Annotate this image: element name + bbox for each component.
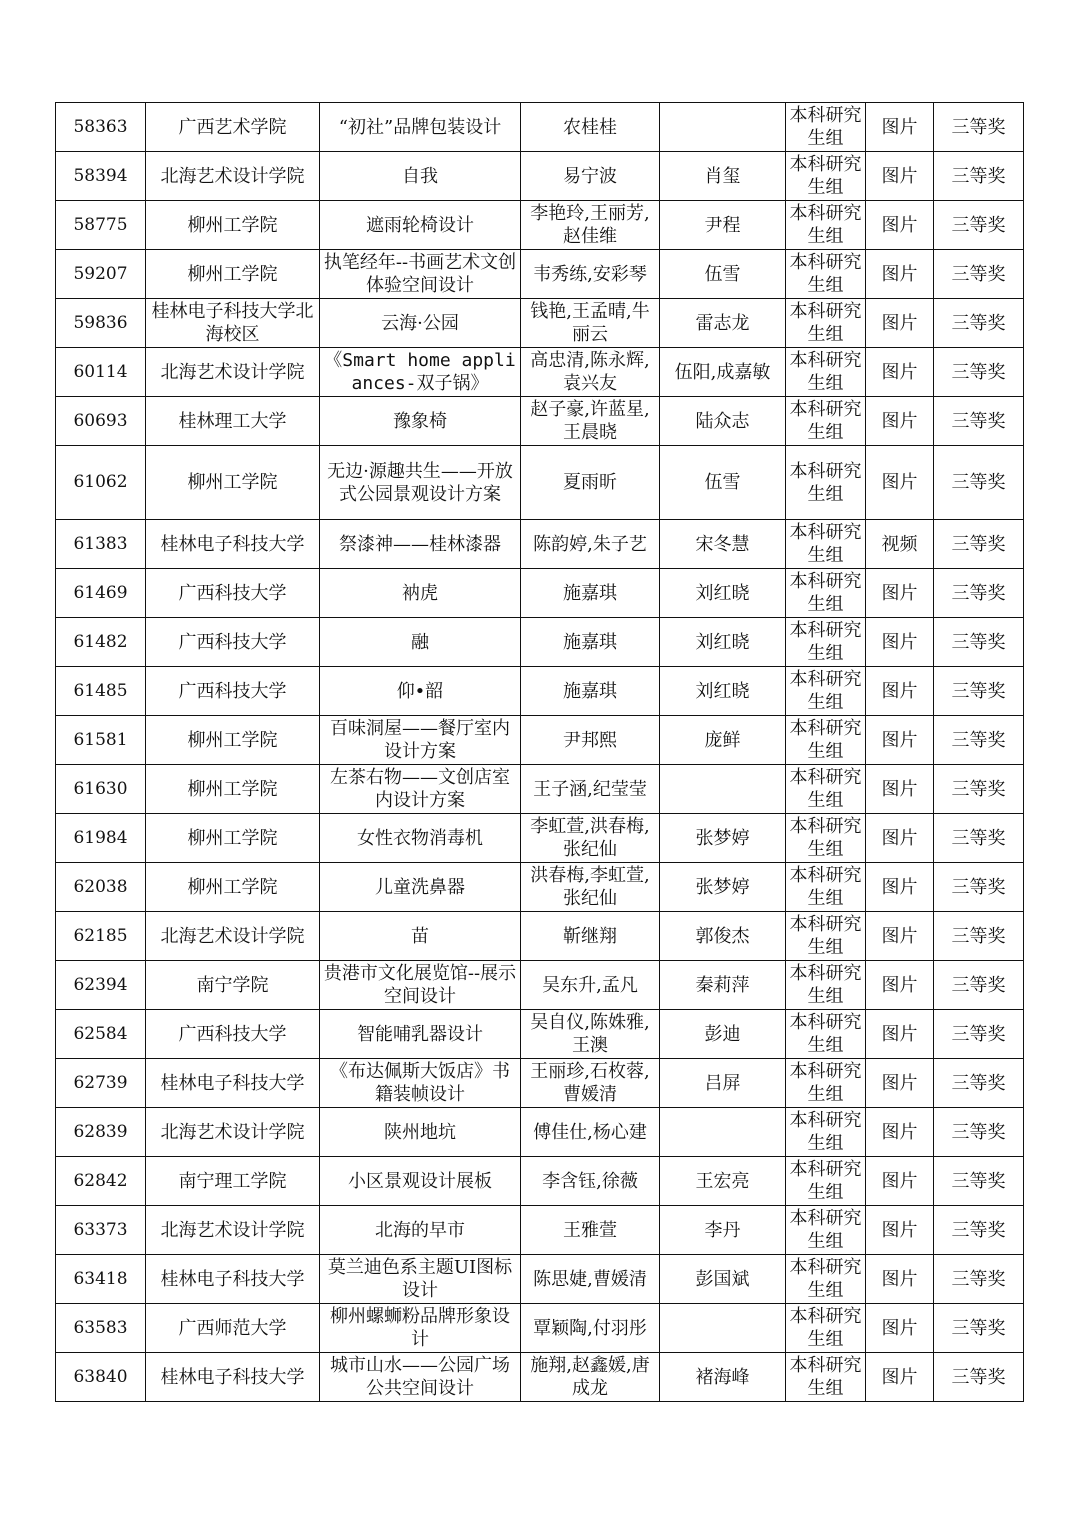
cell-id: 62842: [56, 1157, 146, 1206]
cell-school: 桂林电子科技大学: [146, 1059, 320, 1108]
cell-award: 三等奖: [934, 299, 1024, 348]
cell-authors: 洪春梅,李虹萱,张纪仙: [521, 863, 660, 912]
cell-advisor: 宋冬慧: [660, 520, 786, 569]
cell-title: 柳州螺蛳粉品牌形象设计: [320, 1304, 521, 1353]
cell-authors: 王雅萱: [521, 1206, 660, 1255]
cell-group: 本科研究生组: [786, 103, 866, 152]
cell-advisor: 吕屏: [660, 1059, 786, 1108]
cell-school: 北海艺术设计学院: [146, 1206, 320, 1255]
cell-title: 苗: [320, 912, 521, 961]
cell-advisor: 伍雪: [660, 250, 786, 299]
table-row: [56, 348, 1024, 397]
cell-authors: 王子涵,纪莹莹: [521, 765, 660, 814]
cell-id: 62038: [56, 863, 146, 912]
cell-type: 图片: [866, 618, 934, 667]
cell-id: 63583: [56, 1304, 146, 1353]
cell-school: 北海艺术设计学院: [146, 1108, 320, 1157]
table-row: [56, 446, 1024, 520]
cell-type: 图片: [866, 446, 934, 520]
cell-award: 三等奖: [934, 446, 1024, 520]
cell-type: 图片: [866, 299, 934, 348]
cell-award: 三等奖: [934, 667, 1024, 716]
cell-school: 北海艺术设计学院: [146, 348, 320, 397]
cell-group: 本科研究生组: [786, 863, 866, 912]
cell-title: 豫象椅: [320, 397, 521, 446]
cell-advisor: 庞鲜: [660, 716, 786, 765]
cell-authors: 王丽珍,石枚蓉,曹媛清: [521, 1059, 660, 1108]
cell-award: 三等奖: [934, 1353, 1024, 1402]
cell-award: 三等奖: [934, 1206, 1024, 1255]
cell-id: 58363: [56, 103, 146, 152]
cell-school: 柳州工学院: [146, 250, 320, 299]
cell-advisor: 王宏亮: [660, 1157, 786, 1206]
cell-award: 三等奖: [934, 348, 1024, 397]
cell-group: 本科研究生组: [786, 1353, 866, 1402]
cell-authors: 傅佳仕,杨心建: [521, 1108, 660, 1157]
cell-group: 本科研究生组: [786, 299, 866, 348]
cell-advisor: 彭国斌: [660, 1255, 786, 1304]
table-row: [56, 814, 1024, 863]
cell-title: 无边·源趣共生——开放式公园景观设计方案: [320, 446, 521, 520]
cell-advisor: 陆众志: [660, 397, 786, 446]
table-row: [56, 152, 1024, 201]
cell-group: 本科研究生组: [786, 1059, 866, 1108]
cell-id: 62584: [56, 1010, 146, 1059]
cell-school: 广西师范大学: [146, 1304, 320, 1353]
cell-award: 三等奖: [934, 1108, 1024, 1157]
cell-award: 三等奖: [934, 250, 1024, 299]
cell-advisor: 伍阳,成嘉敏: [660, 348, 786, 397]
table-row: [56, 1304, 1024, 1353]
table-row: [56, 912, 1024, 961]
cell-award: 三等奖: [934, 1157, 1024, 1206]
table-row: [56, 961, 1024, 1010]
cell-group: 本科研究生组: [786, 250, 866, 299]
cell-school: 广西艺术学院: [146, 103, 320, 152]
cell-school: 柳州工学院: [146, 863, 320, 912]
cell-group: 本科研究生组: [786, 1010, 866, 1059]
cell-id: 60693: [56, 397, 146, 446]
cell-authors: 施嘉琪: [521, 569, 660, 618]
table-row: [56, 1353, 1024, 1402]
cell-authors: 农桂桂: [521, 103, 660, 152]
cell-id: 59207: [56, 250, 146, 299]
cell-award: 三等奖: [934, 520, 1024, 569]
cell-type: 图片: [866, 250, 934, 299]
cell-advisor: 伍雪: [660, 446, 786, 520]
cell-authors: 靳继翔: [521, 912, 660, 961]
table-row: [56, 201, 1024, 250]
cell-award: 三等奖: [934, 397, 1024, 446]
cell-advisor: 郭俊杰: [660, 912, 786, 961]
cell-award: 三等奖: [934, 1304, 1024, 1353]
cell-title: 自我: [320, 152, 521, 201]
cell-id: 59836: [56, 299, 146, 348]
cell-id: 62739: [56, 1059, 146, 1108]
cell-type: 图片: [866, 1059, 934, 1108]
cell-authors: 施嘉琪: [521, 667, 660, 716]
cell-authors: 吴自仪,陈姝雅,王澳: [521, 1010, 660, 1059]
cell-award: 三等奖: [934, 716, 1024, 765]
cell-advisor: 刘红晓: [660, 618, 786, 667]
cell-id: 62185: [56, 912, 146, 961]
cell-title: 百味洞屋——餐厅室内设计方案: [320, 716, 521, 765]
cell-authors: 赵子豪,许蓝星,王晨晓: [521, 397, 660, 446]
cell-type: 图片: [866, 397, 934, 446]
table-row: [56, 716, 1024, 765]
cell-type: 图片: [866, 912, 934, 961]
cell-group: 本科研究生组: [786, 716, 866, 765]
cell-advisor: 张梦婷: [660, 863, 786, 912]
table-row: [56, 1157, 1024, 1206]
cell-authors: 李艳玲,王丽芳,赵佳维: [521, 201, 660, 250]
table-row: [56, 1010, 1024, 1059]
cell-award: 三等奖: [934, 765, 1024, 814]
cell-title: “初社”品牌包装设计: [320, 103, 521, 152]
cell-title: 北海的早市: [320, 1206, 521, 1255]
cell-award: 三等奖: [934, 814, 1024, 863]
cell-type: 图片: [866, 1108, 934, 1157]
cell-group: 本科研究生组: [786, 667, 866, 716]
cell-award: 三等奖: [934, 618, 1024, 667]
table-row: [56, 667, 1024, 716]
cell-award: 三等奖: [934, 912, 1024, 961]
cell-school: 桂林理工大学: [146, 397, 320, 446]
cell-advisor: 褚海峰: [660, 1353, 786, 1402]
cell-type: 图片: [866, 1206, 934, 1255]
cell-type: 图片: [866, 1157, 934, 1206]
cell-group: 本科研究生组: [786, 961, 866, 1010]
cell-group: 本科研究生组: [786, 765, 866, 814]
cell-authors: 李虹萱,洪春梅,张纪仙: [521, 814, 660, 863]
cell-id: 61581: [56, 716, 146, 765]
cell-advisor: 张梦婷: [660, 814, 786, 863]
cell-group: 本科研究生组: [786, 520, 866, 569]
cell-award: 三等奖: [934, 152, 1024, 201]
cell-award: 三等奖: [934, 1010, 1024, 1059]
cell-authors: 施嘉琪: [521, 618, 660, 667]
cell-advisor: 彭迪: [660, 1010, 786, 1059]
cell-title: 儿童洗鼻器: [320, 863, 521, 912]
cell-authors: 钱艳,王孟晴,牛丽云: [521, 299, 660, 348]
table-row: [56, 397, 1024, 446]
cell-id: 61062: [56, 446, 146, 520]
cell-authors: 易宁波: [521, 152, 660, 201]
cell-advisor: [660, 765, 786, 814]
cell-type: 图片: [866, 201, 934, 250]
cell-authors: 吴东升,孟凡: [521, 961, 660, 1010]
cell-type: 图片: [866, 569, 934, 618]
cell-advisor: 尹程: [660, 201, 786, 250]
cell-authors: 李含钰,徐薇: [521, 1157, 660, 1206]
cell-type: 图片: [866, 152, 934, 201]
cell-type: 图片: [866, 863, 934, 912]
cell-title: 城市山水——公园广场公共空间设计: [320, 1353, 521, 1402]
cell-advisor: 雷志龙: [660, 299, 786, 348]
cell-title: 智能哺乳器设计: [320, 1010, 521, 1059]
cell-group: 本科研究生组: [786, 1157, 866, 1206]
cell-id: 63418: [56, 1255, 146, 1304]
cell-id: 61485: [56, 667, 146, 716]
cell-school: 广西科技大学: [146, 1010, 320, 1059]
cell-id: 63373: [56, 1206, 146, 1255]
cell-school: 桂林电子科技大学北海校区: [146, 299, 320, 348]
cell-advisor: 刘红晓: [660, 667, 786, 716]
cell-advisor: [660, 1304, 786, 1353]
table-row: [56, 1255, 1024, 1304]
cell-group: 本科研究生组: [786, 397, 866, 446]
cell-award: 三等奖: [934, 103, 1024, 152]
cell-title: 融: [320, 618, 521, 667]
cell-authors: 陈韵婷,朱子艺: [521, 520, 660, 569]
cell-title: 遮雨轮椅设计: [320, 201, 521, 250]
cell-award: 三等奖: [934, 863, 1024, 912]
cell-title: 贵港市文化展览馆--展示空间设计: [320, 961, 521, 1010]
table-row: [56, 103, 1024, 152]
cell-type: 图片: [866, 348, 934, 397]
award-table: [55, 102, 1024, 1402]
cell-id: 61630: [56, 765, 146, 814]
table-row: [56, 1108, 1024, 1157]
cell-school: 广西科技大学: [146, 618, 320, 667]
cell-title: 《Smart home appliances-双子锅》: [320, 348, 521, 397]
cell-advisor: [660, 1108, 786, 1157]
cell-school: 桂林电子科技大学: [146, 1353, 320, 1402]
cell-title: 《布达佩斯大饭店》书籍装帧设计: [320, 1059, 521, 1108]
cell-id: 61482: [56, 618, 146, 667]
cell-type: 视频: [866, 520, 934, 569]
cell-authors: 覃颖陶,付羽彤: [521, 1304, 660, 1353]
cell-id: 63840: [56, 1353, 146, 1402]
cell-type: 图片: [866, 716, 934, 765]
table-row: [56, 520, 1024, 569]
cell-authors: 陈思婕,曹媛清: [521, 1255, 660, 1304]
cell-award: 三等奖: [934, 961, 1024, 1010]
cell-school: 柳州工学院: [146, 814, 320, 863]
cell-advisor: 秦莉萍: [660, 961, 786, 1010]
table-row: [56, 250, 1024, 299]
cell-group: 本科研究生组: [786, 1206, 866, 1255]
cell-school: 柳州工学院: [146, 446, 320, 520]
cell-id: 61383: [56, 520, 146, 569]
cell-authors: 高忠清,陈永辉,袁兴友: [521, 348, 660, 397]
cell-group: 本科研究生组: [786, 569, 866, 618]
cell-authors: 尹邦熙: [521, 716, 660, 765]
cell-title: 莫兰迪色系主题UI图标设计: [320, 1255, 521, 1304]
cell-school: 广西科技大学: [146, 667, 320, 716]
cell-title: 衲虎: [320, 569, 521, 618]
cell-type: 图片: [866, 1304, 934, 1353]
cell-group: 本科研究生组: [786, 1108, 866, 1157]
cell-title: 云海·公园: [320, 299, 521, 348]
cell-group: 本科研究生组: [786, 201, 866, 250]
cell-id: 60114: [56, 348, 146, 397]
cell-type: 图片: [866, 814, 934, 863]
cell-school: 桂林电子科技大学: [146, 520, 320, 569]
cell-type: 图片: [866, 1353, 934, 1402]
cell-advisor: [660, 103, 786, 152]
cell-title: 仰•韶: [320, 667, 521, 716]
cell-id: 61984: [56, 814, 146, 863]
table-row: [56, 618, 1024, 667]
table-row: [56, 863, 1024, 912]
cell-id: 58394: [56, 152, 146, 201]
cell-id: 62839: [56, 1108, 146, 1157]
cell-title: 女性衣物消毒机: [320, 814, 521, 863]
cell-award: 三等奖: [934, 201, 1024, 250]
cell-group: 本科研究生组: [786, 912, 866, 961]
cell-advisor: 李丹: [660, 1206, 786, 1255]
cell-award: 三等奖: [934, 569, 1024, 618]
cell-type: 图片: [866, 765, 934, 814]
table-row: [56, 1059, 1024, 1108]
cell-school: 柳州工学院: [146, 201, 320, 250]
cell-type: 图片: [866, 103, 934, 152]
cell-type: 图片: [866, 961, 934, 1010]
cell-title: 左茶右物——文创店室内设计方案: [320, 765, 521, 814]
cell-type: 图片: [866, 667, 934, 716]
cell-group: 本科研究生组: [786, 1255, 866, 1304]
cell-title: 执笔经年--书画艺术文创体验空间设计: [320, 250, 521, 299]
cell-school: 南宁理工学院: [146, 1157, 320, 1206]
cell-authors: 夏雨昕: [521, 446, 660, 520]
cell-id: 62394: [56, 961, 146, 1010]
cell-title: 陕州地坑: [320, 1108, 521, 1157]
cell-id: 58775: [56, 201, 146, 250]
cell-school: 北海艺术设计学院: [146, 912, 320, 961]
cell-group: 本科研究生组: [786, 152, 866, 201]
cell-title: 小区景观设计展板: [320, 1157, 521, 1206]
cell-group: 本科研究生组: [786, 618, 866, 667]
cell-group: 本科研究生组: [786, 814, 866, 863]
table-row: [56, 569, 1024, 618]
cell-title: 祭漆神——桂林漆器: [320, 520, 521, 569]
cell-id: 61469: [56, 569, 146, 618]
table-row: [56, 299, 1024, 348]
cell-group: 本科研究生组: [786, 446, 866, 520]
cell-school: 柳州工学院: [146, 765, 320, 814]
cell-advisor: 肖玺: [660, 152, 786, 201]
table-row: [56, 1206, 1024, 1255]
cell-type: 图片: [866, 1255, 934, 1304]
cell-advisor: 刘红晓: [660, 569, 786, 618]
cell-authors: 韦秀练,安彩琴: [521, 250, 660, 299]
cell-group: 本科研究生组: [786, 348, 866, 397]
table-row: [56, 765, 1024, 814]
cell-type: 图片: [866, 1010, 934, 1059]
cell-award: 三等奖: [934, 1255, 1024, 1304]
cell-school: 广西科技大学: [146, 569, 320, 618]
cell-school: 南宁学院: [146, 961, 320, 1010]
cell-school: 桂林电子科技大学: [146, 1255, 320, 1304]
cell-award: 三等奖: [934, 1059, 1024, 1108]
cell-school: 北海艺术设计学院: [146, 152, 320, 201]
cell-authors: 施翔,赵鑫媛,唐成龙: [521, 1353, 660, 1402]
cell-school: 柳州工学院: [146, 716, 320, 765]
cell-group: 本科研究生组: [786, 1304, 866, 1353]
